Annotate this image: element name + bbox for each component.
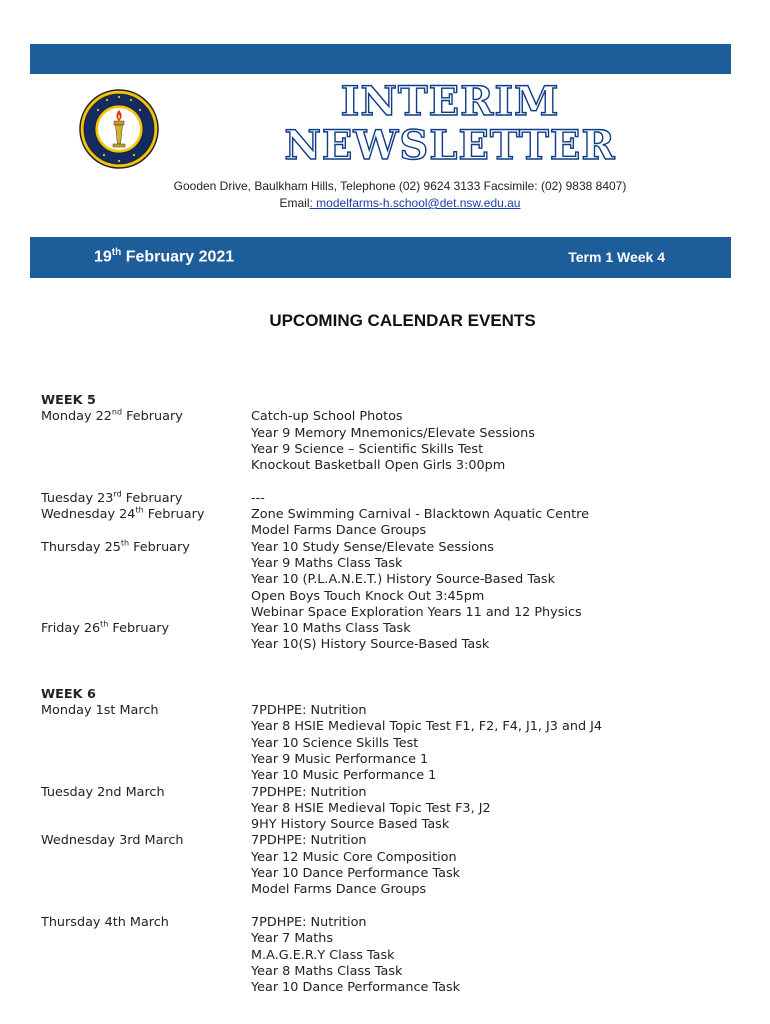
event-item: Year 10 Dance Performance Task <box>251 866 461 882</box>
day-month: February <box>122 409 183 425</box>
issue-date <box>94 247 234 266</box>
event-list <box>251 915 701 996</box>
day-month: February <box>121 490 183 506</box>
email-link[interactable]: : modelfarms-h.school@det.nsw.edu.au <box>309 196 521 210</box>
event-item: Year 10 (P.L.A.N.E.T.) History Source-Based Task <box>251 572 555 588</box>
event-item: 9HY History Source Based Task <box>251 817 450 833</box>
event-item: Knockout Basketball Open Girls 3:00pm <box>251 458 506 474</box>
contact-line: Gooden Drive, Baulkham Hills, Telephone (02) 9624 3133 Facsimile: (02) 9838 8407) <box>173 179 627 193</box>
event-item: Year 8 Maths Class Task <box>251 963 403 979</box>
event-item: Year 12 Music Core Composition <box>251 849 457 865</box>
day-row <box>41 833 701 898</box>
day-label <box>41 507 251 540</box>
event-item: Year 9 Science – Scientific Skills Test <box>251 441 484 457</box>
contact-details <box>100 178 700 212</box>
term-week: Term 1 Week 4 <box>568 249 665 265</box>
event-list <box>251 540 701 621</box>
day-row <box>41 409 701 474</box>
event-item: Open Boys Touch Knock Out 3:45pm <box>251 588 485 604</box>
day-ordinal-suffix: rd <box>113 489 122 499</box>
day-ordinal-suffix: th <box>120 538 130 548</box>
day-row <box>41 507 701 540</box>
day-month: February <box>143 507 205 523</box>
event-item: Year 9 Memory Mnemonics/Elevate Sessions <box>251 425 535 441</box>
event-item: Year 9 Maths Class Task <box>251 555 403 571</box>
week-label: WEEK 6 <box>41 686 96 702</box>
day-row <box>41 915 701 996</box>
day-row <box>41 785 701 834</box>
issue-date-rest: February 2021 <box>121 248 235 266</box>
day-name: Monday 1st March <box>41 703 159 719</box>
event-item: 7PDHPE: Nutrition <box>251 833 367 849</box>
event-item: Year 7 Maths <box>251 931 334 947</box>
event-item: Year 8 HSIE Medieval Topic Test F3, J2 <box>251 800 491 816</box>
day-label <box>41 409 251 474</box>
week-label: WEEK 5 <box>41 393 96 408</box>
event-item: Year 10 Science Skills Test <box>251 735 419 751</box>
day-name: Tuesday 2nd March <box>41 784 165 800</box>
event-item: Year 10 Music Performance 1 <box>251 768 437 784</box>
event-item: Zone Swimming Carnival - Blacktown Aquatic Centre <box>251 507 589 523</box>
event-list <box>251 491 701 507</box>
event-item: Webinar Space Exploration Years 11 and 12 Physics <box>251 604 582 620</box>
event-item: Year 10 Maths Class Task <box>251 621 411 637</box>
event-item: Model Farms Dance Groups <box>251 882 427 898</box>
title-line-1: INTERIM <box>340 78 560 125</box>
event-list <box>251 785 701 834</box>
day-label <box>41 833 251 898</box>
calendar-events <box>41 393 701 996</box>
day-month: February <box>129 539 190 555</box>
line-spacer <box>41 899 701 915</box>
event-item: Year 9 Music Performance 1 <box>251 751 429 767</box>
school-crest-logo <box>78 88 160 170</box>
day-month: February <box>108 621 170 637</box>
day-row <box>41 491 701 507</box>
event-item: Catch-up School Photos <box>251 409 403 425</box>
event-list <box>251 409 701 474</box>
day-label <box>41 621 251 654</box>
day-name: Wednesday 3rd March <box>41 833 184 849</box>
day-ordinal-suffix: nd <box>111 408 123 418</box>
day-row <box>41 540 701 621</box>
day-label <box>41 540 251 621</box>
email-label: Email <box>279 196 310 210</box>
event-item: 7PDHPE: Nutrition <box>251 914 367 930</box>
day-ordinal-suffix: th <box>135 505 144 515</box>
event-list <box>251 621 701 654</box>
day-row <box>41 703 701 784</box>
day-label <box>41 915 251 996</box>
event-item: M.A.G.E.R.Y Class Task <box>251 947 395 963</box>
day-label <box>41 785 251 834</box>
day-ordinal-suffix: th <box>100 619 109 629</box>
event-list <box>251 703 701 784</box>
event-item: Model Farms Dance Groups <box>251 523 427 539</box>
event-item: 7PDHPE: Nutrition <box>251 784 367 800</box>
header-bar <box>30 44 731 74</box>
event-list <box>251 833 701 898</box>
day-label <box>41 703 251 784</box>
day-label <box>41 491 251 507</box>
issue-date-day: 19 <box>94 248 112 266</box>
event-item: --- <box>251 490 265 506</box>
day-row <box>41 621 701 654</box>
day-name: Wednesday 24 <box>41 507 136 523</box>
day-name: Thursday 4th March <box>41 914 169 930</box>
day-name: Friday 26 <box>41 621 101 637</box>
issue-date-suffix: th <box>111 247 122 258</box>
line-spacer <box>41 474 701 490</box>
event-item: Year 10 Dance Performance Task <box>251 980 461 996</box>
issue-date-bar <box>30 237 731 278</box>
newsletter-title <box>240 80 660 168</box>
event-list <box>251 507 701 540</box>
title-line-2: NEWSLETTER <box>284 122 616 169</box>
email-row <box>100 195 700 212</box>
day-name: Tuesday 23 <box>41 490 114 506</box>
event-item: Year 10(S) History Source-Based Task <box>251 637 490 653</box>
event-item: 7PDHPE: Nutrition <box>251 703 367 719</box>
week-gap <box>41 654 701 687</box>
section-heading: UPCOMING CALENDAR EVENTS <box>269 311 536 330</box>
event-item: Year 10 Study Sense/Elevate Sessions <box>251 539 494 555</box>
day-name: Monday 22 <box>41 409 112 425</box>
day-name: Thursday 25 <box>41 539 121 555</box>
event-item: Year 8 HSIE Medieval Topic Test F1, F2, F4, J1, J3 and J4 <box>251 719 603 735</box>
